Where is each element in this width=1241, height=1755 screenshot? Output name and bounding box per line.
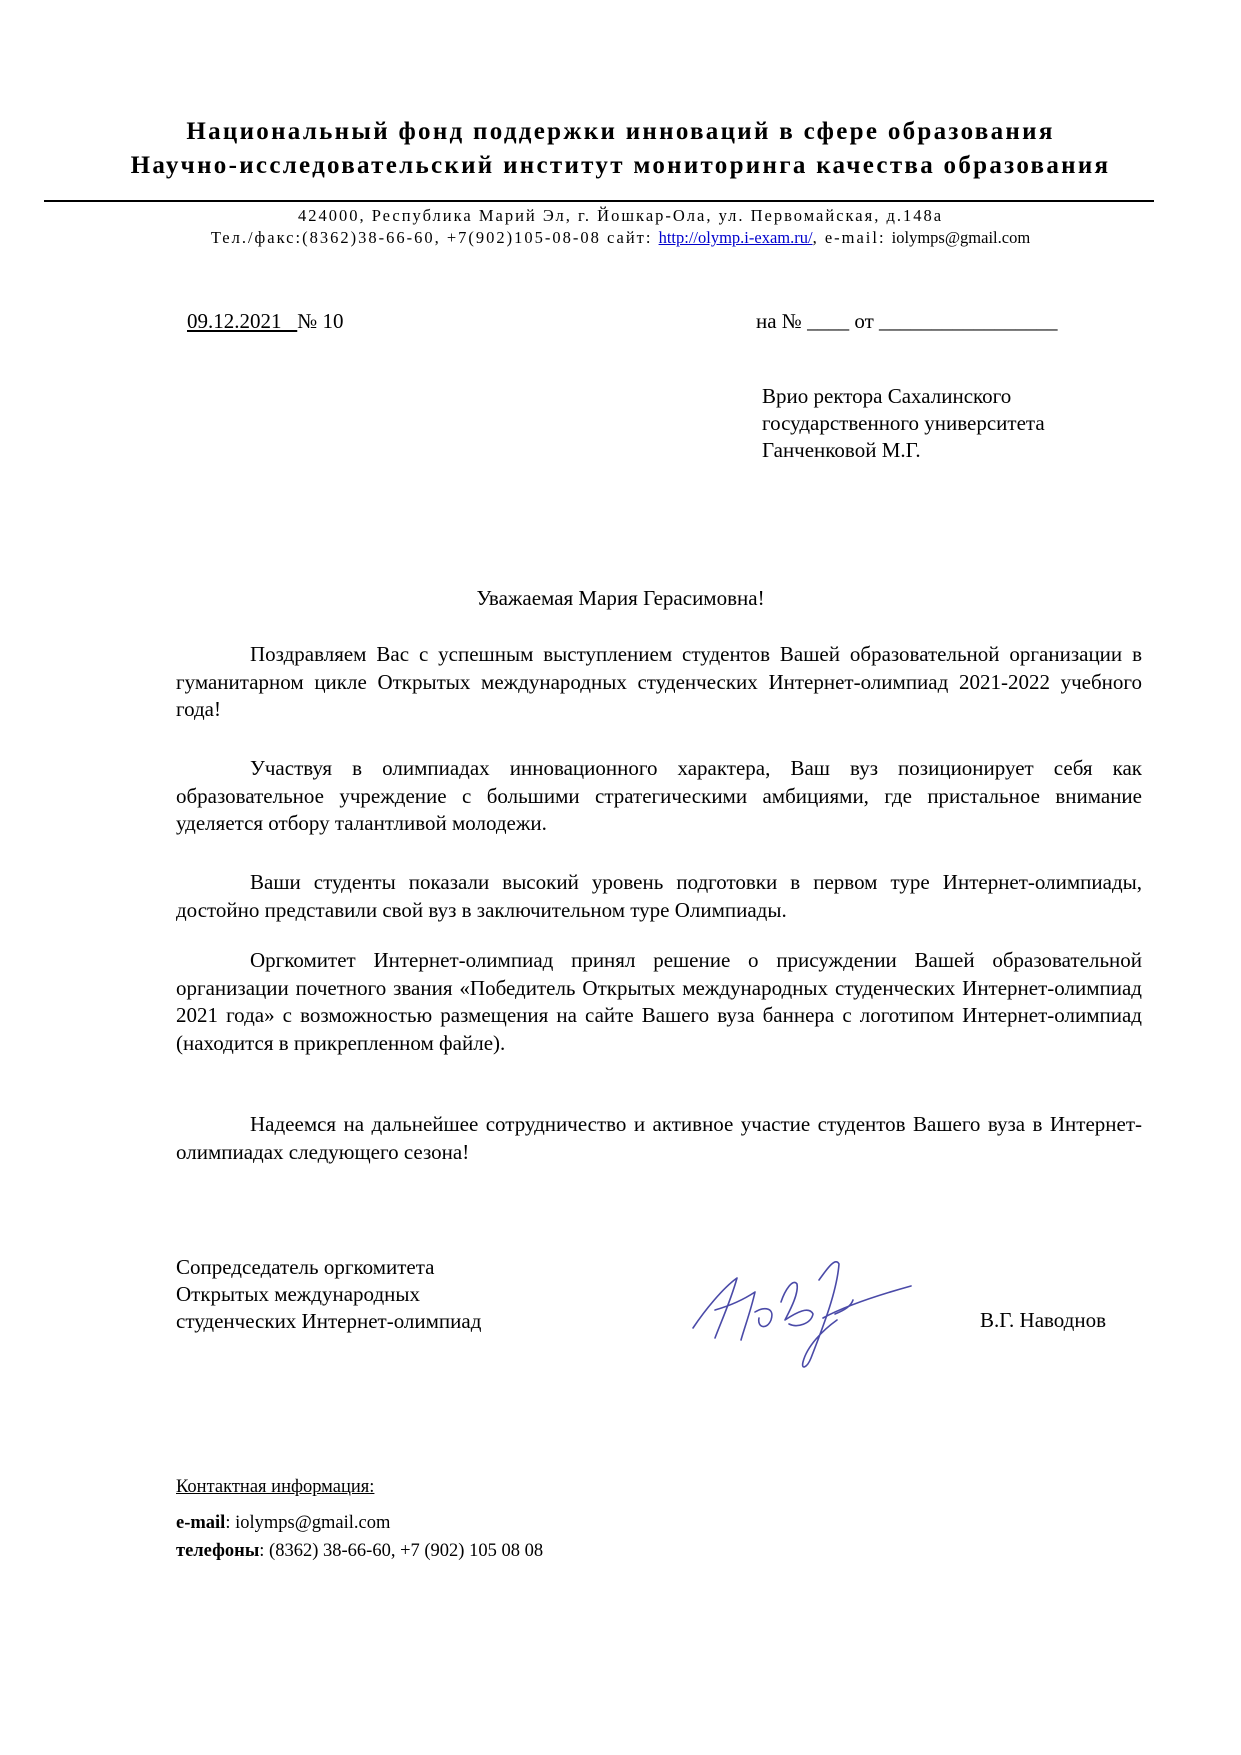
document-date-number	[187, 309, 344, 334]
contacts-email-label: e-mail	[176, 1513, 226, 1533]
addressee-block	[762, 383, 1182, 464]
body-paragraph: Поздравляем Вас с успешным выступлением студентов Вашей образовательной организации в гуманитарном цикле Открытых международных студенческих Интернет-олимпиад 2021-2022 учебного года!	[176, 642, 1142, 721]
signatory-title-line: Открытых международных	[176, 1282, 420, 1306]
contacts-email-value: : iolymps@gmail.com	[225, 1513, 391, 1533]
organization-name-line-1: Национальный фонд поддержки инноваций в сфере образования	[186, 118, 1055, 145]
greeting: Уважаемая Мария Герасимовна!	[476, 586, 765, 610]
postal-address: 424000, Республика Марий Эл, г. Йошкар-Ола, ул. Первомайская, д.148а	[297, 206, 944, 225]
addressee-line: Врио ректора Сахалинского	[762, 384, 1012, 408]
email-address: iolymps@gmail.com	[891, 228, 1031, 247]
contacts-heading: Контактная информация:	[176, 1477, 375, 1497]
website-link[interactable]: http://olymp.i-exam.ru/	[658, 228, 813, 247]
contacts-email	[176, 1513, 390, 1534]
document-date: 09.12.2021	[187, 309, 282, 333]
contacts-phones-label: телефоны	[176, 1541, 260, 1561]
signatory-title-line: Сопредседатель оргкомитета	[176, 1255, 435, 1279]
contacts-phones	[176, 1541, 543, 1562]
body-paragraph: Ваши студенты показали высокий уровень подготовки в первом туре Интернет-олимпиады, достойно представили свой вуз в заключительном туре Олимпиады.	[176, 870, 1142, 922]
organization-name-line-2: Научно-исследовательский институт мониторинга качества образования	[130, 152, 1111, 179]
body-paragraph: Надеемся на дальнейшее сотрудничество и активное участие студентов Вашего вуза в Интернет-олимпиадах следующего сезона!	[176, 1112, 1142, 1164]
document-number: № 10	[297, 309, 344, 333]
email-label: , e-mail:	[812, 228, 892, 247]
signatory-name: В.Г. Наводнов	[980, 1308, 1107, 1332]
body-paragraph: Оргкомитет Интернет-олимпиад принял решение о присуждении Вашей образовательной организации почетного звания «Победитель Открытых международных студенческих Интернет-олимпиад 2021 года» с возможностью размещения на сайте Вашего вуза баннера с логотипом Интернет-олимпиад (находится в прикрепленном файле).	[176, 948, 1142, 1055]
handwritten-signature	[685, 1250, 915, 1380]
letterhead-divider	[44, 200, 1154, 202]
addressee-line: Ганченковой М.Г.	[762, 438, 921, 462]
addressee-line: государственного университета	[762, 411, 1045, 435]
reference-field: на № ____ от _________________	[756, 309, 1058, 333]
contact-line	[0, 228, 1241, 248]
signatory-title	[176, 1254, 481, 1335]
contacts-phones-value: : (8362) 38-66-60, +7 (902) 105 08 08	[259, 1541, 544, 1561]
contact-phones: Тел./факс:(8362)38-66-60, +7(902)105-08-08 сайт:	[210, 228, 659, 247]
signatory-title-line: студенческих Интернет-олимпиад	[176, 1309, 482, 1333]
body-paragraph: Участвуя в олимпиадах инновационного характера, Ваш вуз позиционирует себя как образовательное учреждение с большими стратегическими амбициями, где пристальное внимание уделяется отбору талантливой молодежи.	[176, 756, 1142, 835]
